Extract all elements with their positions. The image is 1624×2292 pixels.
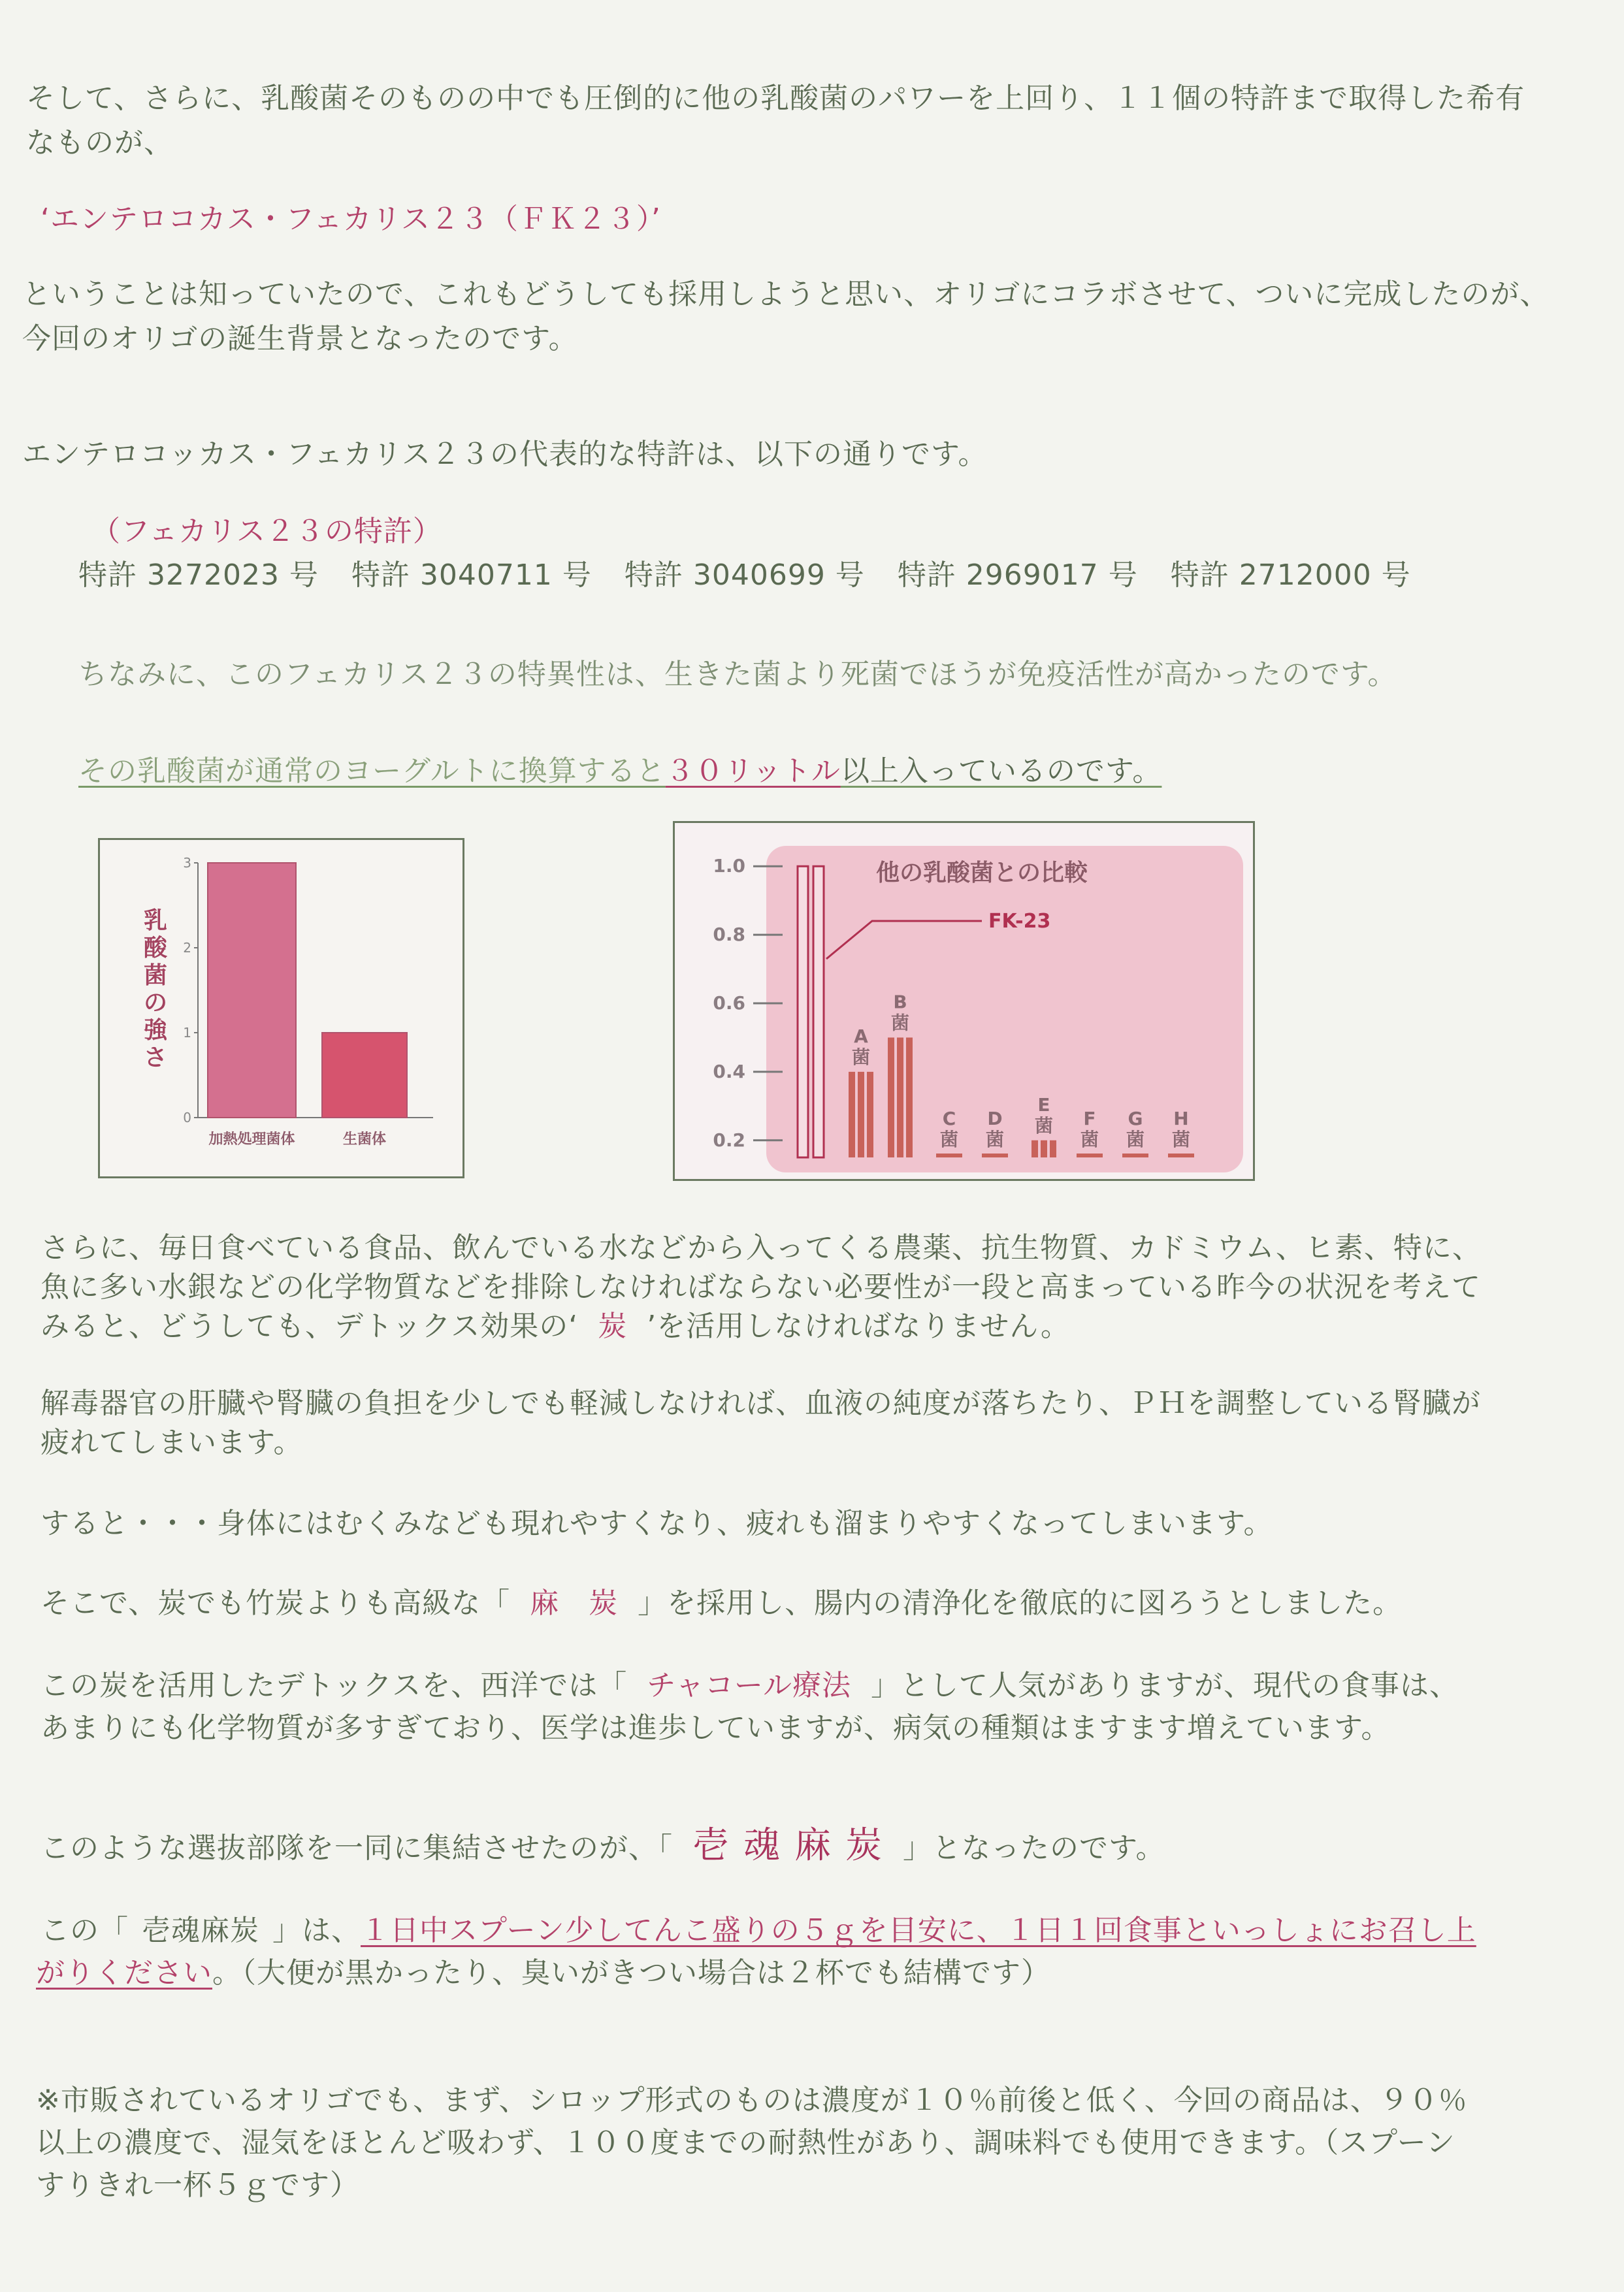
equivalent-highlight: ３０リットル xyxy=(665,754,841,788)
asa-charcoal-word: 麻 炭 xyxy=(530,1587,619,1620)
category-label: B xyxy=(893,991,907,1013)
category-label: 菌 xyxy=(1080,1129,1099,1150)
y-axis-label-char: 乳 xyxy=(143,907,168,934)
x-tick-label: 生菌体 xyxy=(342,1131,387,1148)
patent-list xyxy=(78,555,1411,596)
therapy-before: この炭を活用したデトックスを、西洋では「 xyxy=(41,1669,628,1702)
y-axis-label-char: さ xyxy=(143,1044,168,1071)
strength-chart-plot xyxy=(144,855,433,1148)
comparison-chart-svg xyxy=(675,823,1253,1179)
comparison-chart xyxy=(673,821,1255,1181)
y-axis-label-char: の xyxy=(143,990,168,1016)
category-label: F xyxy=(1083,1108,1096,1129)
usage-middle: 」は、 xyxy=(272,1914,361,1947)
organs-line-2: 疲れてしまいます。 xyxy=(41,1426,303,1459)
category-label: 菌 xyxy=(890,1012,910,1034)
product-name: 壱魂麻炭 xyxy=(692,1824,896,1867)
detox-line-3-before: みると、どうしても、デトックス効果の‘ xyxy=(41,1310,579,1343)
y-axis-label-char: 酸 xyxy=(143,935,168,961)
bar xyxy=(1168,1154,1194,1157)
intro-line-1: そして、さらに、乳酸菌そのものの中でも圧倒的に他の乳酸菌のパワーを上回り、１１個の特許まで取得した希有 xyxy=(26,82,1525,115)
bar xyxy=(936,1154,962,1157)
bar xyxy=(888,1037,894,1157)
bar xyxy=(982,1154,1008,1157)
background-line-2: 今回のオリゴの誕生背景となったのです。 xyxy=(22,322,578,355)
patent-item: 特許 3272023 号 xyxy=(78,558,319,592)
usage-highlight-1: １日中スプーン少してんこ盛りの５ｇを目安に、１日１回食事といっしょにお召し上 xyxy=(361,1914,1476,1947)
note-line-2: 以上の濃度で、湿気をほとんど吸わず、１００度までの耐熱性があり、調味料でも使用できます。（スプーン xyxy=(36,2126,1455,2159)
product-text xyxy=(41,1826,1165,1869)
strain-name: ‘エンテロコカス・フェカリス２３（ＦＫ２３）’ xyxy=(41,202,661,236)
chart-title: 他の乳酸菌との比較 xyxy=(875,860,1088,886)
x-tick-label: 加熱処理菌体 xyxy=(208,1131,295,1148)
equivalent-after: 以上入っているのです。 xyxy=(840,754,1162,788)
bar xyxy=(322,1033,407,1118)
bar xyxy=(858,1072,864,1157)
organs-line-1: 解毒器官の肝臓や腎臓の負担を少しでも軽減しなければ、血液の純度が落ちたり、ＰＨを調整している腎臓が xyxy=(41,1387,1481,1420)
y-axis-label-char: 強 xyxy=(143,1017,168,1044)
annotation-label: FK-23 xyxy=(988,910,1051,933)
bar xyxy=(798,866,808,1157)
category-label: C xyxy=(942,1108,956,1129)
category-label: 菌 xyxy=(1126,1129,1145,1150)
symptoms-text: すると・・・身体にはむくみなども現れやすくなり、疲れも溜まりやすくなってしまいます。 xyxy=(41,1507,1273,1540)
usage-product-name: 壱魂麻炭 xyxy=(142,1914,259,1947)
comparison-chart-plot xyxy=(713,846,1243,1172)
detox-line-3-after: ’を活用しなければなりません。 xyxy=(647,1310,1070,1343)
plot-background xyxy=(766,846,1243,1172)
intro-line-2: なものが、 xyxy=(26,126,173,159)
usage-line-2 xyxy=(36,1953,1050,1993)
usage-prefix: この「 xyxy=(41,1914,129,1947)
y-tick-label: 3 xyxy=(183,855,191,871)
asa-before: そこで、炭でも竹炭よりも高級な「 xyxy=(41,1587,511,1620)
bar xyxy=(849,1072,855,1157)
usage-line-1 xyxy=(41,1911,1476,1951)
bar xyxy=(906,1037,913,1157)
charcoal-therapy-word: チャコール療法 xyxy=(647,1669,852,1702)
bar xyxy=(208,863,296,1118)
category-label: 菌 xyxy=(985,1129,1005,1150)
charcoal-word: 炭 xyxy=(598,1310,628,1343)
equivalent-text xyxy=(78,751,1161,792)
asa-after: 」を採用し、腸内の清浄化を徹底的に図ろうとしました。 xyxy=(638,1587,1403,1620)
category-label: 菌 xyxy=(1034,1114,1054,1137)
category-label: A xyxy=(854,1025,868,1047)
note-line-3: すりきれ一杯５ｇです） xyxy=(36,2169,359,2202)
bar xyxy=(867,1072,873,1157)
bar xyxy=(897,1037,903,1157)
detox-line-2: 魚に多い水銀などの化学物質などを排除しなければならない必要性が一段と高まっている昨今の状況を考えて xyxy=(41,1270,1481,1304)
bar xyxy=(1050,1140,1056,1157)
category-label: D xyxy=(987,1108,1003,1129)
y-tick-label: 2 xyxy=(183,940,191,956)
category-label: 菌 xyxy=(1171,1129,1191,1150)
bar xyxy=(1031,1140,1038,1157)
y-tick-label: 1 xyxy=(183,1025,191,1041)
equivalent-before: その乳酸菌が通常のヨーグルトに換算すると xyxy=(78,754,666,788)
category-label: E xyxy=(1037,1093,1050,1116)
charcoal-therapy-line-1 xyxy=(41,1666,1459,1706)
category-label: H xyxy=(1173,1108,1189,1129)
patents-intro: エンテロコッカス・フェカリス２３の代表的な特許は、以下の通りです。 xyxy=(22,438,988,471)
charcoal-therapy-line-2: あまりにも化学物質が多すぎており、医学は進歩していますが、病気の種類はますます増えています。 xyxy=(41,1711,1391,1745)
detox-line-1: さらに、毎日食べている食品、飲んでいる水などから入ってくる農薬、抗生物質、カドミウム、ヒ素、特に、 xyxy=(41,1231,1482,1265)
bar xyxy=(1077,1154,1103,1157)
strength-chart xyxy=(98,838,464,1178)
asa-charcoal-text xyxy=(41,1583,1402,1624)
detox-line-3 xyxy=(41,1306,1070,1347)
y-tick-label: 1.0 xyxy=(713,855,745,877)
y-tick-label: 0.2 xyxy=(713,1129,745,1151)
usage-after: 。（大便が黒かったり、臭いがきつい場合は２杯でも結構です） xyxy=(212,1956,1050,1990)
y-tick-label: 0 xyxy=(183,1110,191,1125)
background-line-1: ということは知っていたので、これもどうしても採用しようと思い、オリゴにコラボさせて、ついに完成したのが、 xyxy=(22,278,1550,311)
y-tick-label: 0.8 xyxy=(713,924,745,946)
product-before: このような選抜部隊を一同に集結させたのが、「 xyxy=(41,1832,673,1865)
patent-item: 特許 2969017 号 xyxy=(897,558,1138,592)
y-tick-label: 0.6 xyxy=(713,992,745,1014)
patent-item: 特許 3040711 号 xyxy=(351,558,592,592)
product-after: 」となったのです。 xyxy=(903,1832,1165,1865)
y-axis-label-char: 菌 xyxy=(143,962,168,989)
therapy-after: 」として人気がありますが、現代の食事は、 xyxy=(871,1669,1459,1702)
category-label: 菌 xyxy=(851,1046,871,1068)
bar xyxy=(813,866,824,1157)
bar xyxy=(1041,1140,1047,1157)
note-line-1: ※市販されているオリゴでも、まず、シロップ形式のものは濃度が１０％前後と低く、今回の商品は、９０％ xyxy=(36,2084,1468,2117)
patent-item: 特許 2712000 号 xyxy=(1170,558,1411,592)
bar xyxy=(1122,1154,1148,1157)
y-tick-label: 0.4 xyxy=(713,1060,745,1082)
property-text: ちなみに、このフェカリス２３の特異性は、生きた菌より死菌でほうが免疫活性が高かったのです。 xyxy=(78,658,1397,691)
usage-highlight-2: がりください xyxy=(36,1956,212,1990)
patents-heading: （フェカリス２３の特許） xyxy=(91,515,442,548)
category-label: G xyxy=(1128,1108,1143,1129)
category-label: 菌 xyxy=(939,1129,959,1150)
strength-chart-svg xyxy=(100,840,463,1176)
patent-item: 特許 3040699 号 xyxy=(624,558,865,592)
